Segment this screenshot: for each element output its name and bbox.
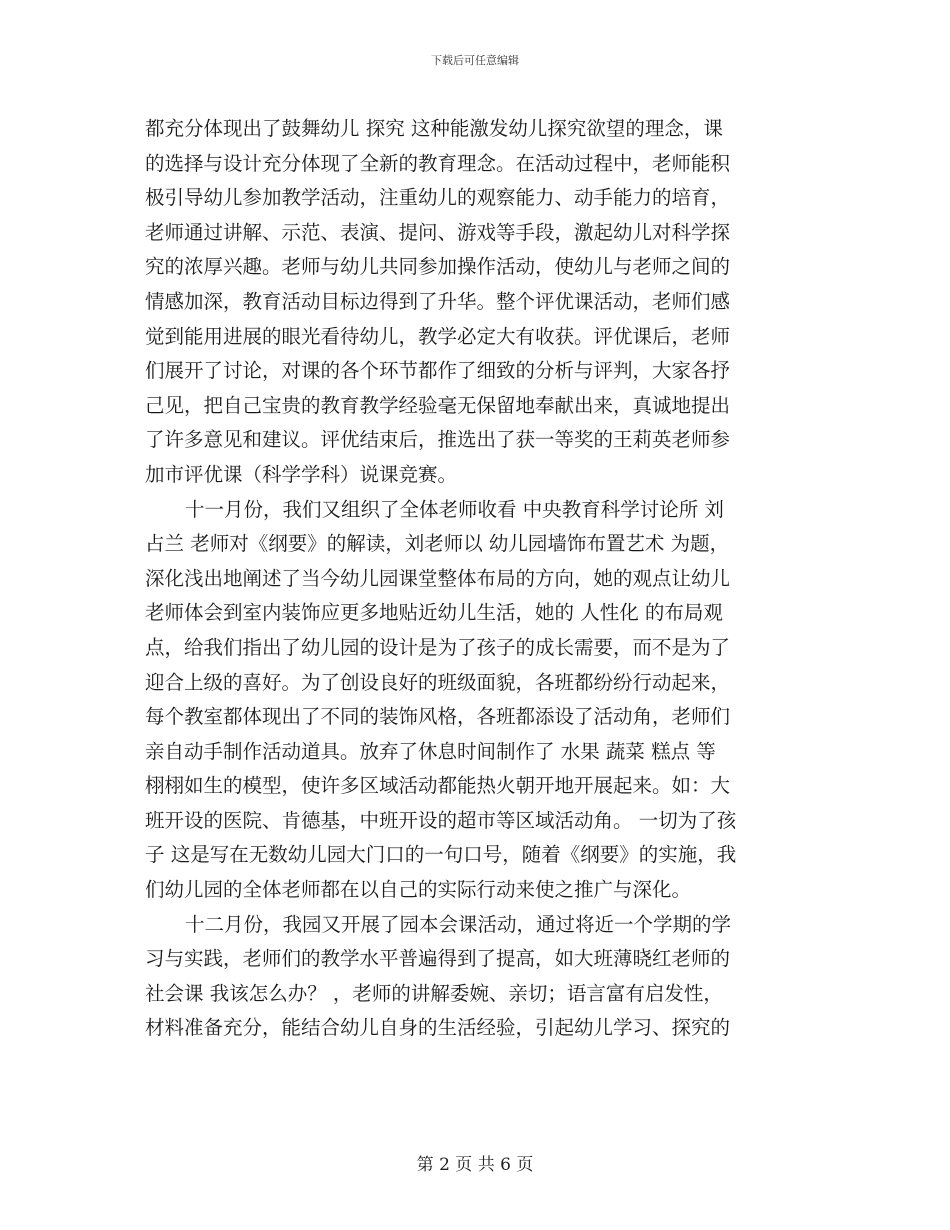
text-line: 极引导幼儿参加教学活动，注重幼儿的观察能力、动手能力的培育， [145, 186, 731, 210]
text-line: 每个教室都体现出了不同的装饰风格，各班都添设了活动角，老师们 [145, 705, 731, 729]
text-line: 们幼儿园的全体老师都在以自己的实际行动来使之推广与深化。 [145, 878, 692, 902]
text-line: 老师通过讲解、示范、表演、提问、游戏等手段，激起幼儿对科学探 [145, 220, 731, 244]
text-line: 深化浅出地阐述了当今幼儿园课堂整体布局的方向，她的观点让幼儿 [145, 566, 731, 590]
text-line: 社会课 我该怎么办？ ，老师的讲解委婉、亲切；语言富有启发性， [145, 981, 723, 1005]
text-line: 迎合上级的喜好。为了创设良好的班级面貌，各班都纷纷行动起来， [145, 670, 731, 694]
text-line: 点，给我们指出了幼儿园的设计是为了孩子的成长需要，而不是为了 [145, 635, 731, 659]
text-line: 的选择与设计充分体现了全新的教育理念。在活动过程中，老师能积 [145, 151, 731, 175]
page-header: 下载后可任意编辑 [431, 54, 519, 67]
text-line: 班开设的医院、肯德基，中班开设的超市等区域活动角。 一切为了孩 [145, 808, 737, 832]
page-footer: 第 2 页 共 6 页 [416, 1155, 534, 1175]
text-line: 占兰 老师对《纲要》的解读，刘老师以 幼儿园墙饰布置艺术 为题， [145, 532, 730, 556]
body-text [145, 112, 810, 1046]
text-line: 习与实践，老师们的教学水平普遍得到了提高，如大班薄晓红老师的 [145, 947, 731, 971]
text-line: 栩栩如生的模型，使许多区域活动都能热火朝开地开展起来。如：大 [145, 774, 731, 798]
text-line: 究的浓厚兴趣。老师与幼儿共同参加操作活动，使幼儿与老师之间的 [145, 255, 731, 279]
text-line: 己见，把自己宝贵的教育教学经验毫无保留地奉献出来，真诚地提出 [145, 393, 731, 417]
text-line: 子 这是写在无数幼儿园大门口的一句口号，随着《纲要》的实施，我 [145, 843, 737, 867]
text-line: 都充分体现出了鼓舞幼儿 探究 这种能激发幼儿探究欲望的理念，课 [145, 117, 723, 140]
text-line: 加市评优课（科学学科）说课竞赛。 [145, 462, 458, 486]
text-line: 觉到能用进展的眼光看待幼儿，教学必定大有收获。评优课后，老师 [145, 324, 731, 348]
text-line: 们展开了讨论，对课的各个环节都作了细致的分析与评判，大家各抒 [145, 359, 731, 383]
text-line: 情感加深，教育活动目标边得到了升华。整个评优课活动，老师们感 [145, 289, 731, 313]
paragraph-first-line: 十二月份，我园又开展了园本会课活动，通过将近一个学期的学 [185, 912, 732, 936]
text-line: 亲自动手制作活动道具。放弃了休息时间制作了 水果 蔬菜 糕点 等 [145, 739, 716, 763]
paragraph-first-line: 十一月份，我们又组织了全体老师收看 中央教育科学讨论所 刘 [185, 497, 724, 521]
text-line: 材料准备充分，能结合幼儿自身的生活经验，引起幼儿学习、探究的 [145, 1016, 731, 1040]
text-line: 老师体会到室内装饰应更多地贴近幼儿生活，她的 人性化 的布局观 [145, 601, 723, 625]
text-line: 了许多意见和建议。评优结束后，推选出了获一等奖的王莉英老师参 [145, 428, 731, 452]
